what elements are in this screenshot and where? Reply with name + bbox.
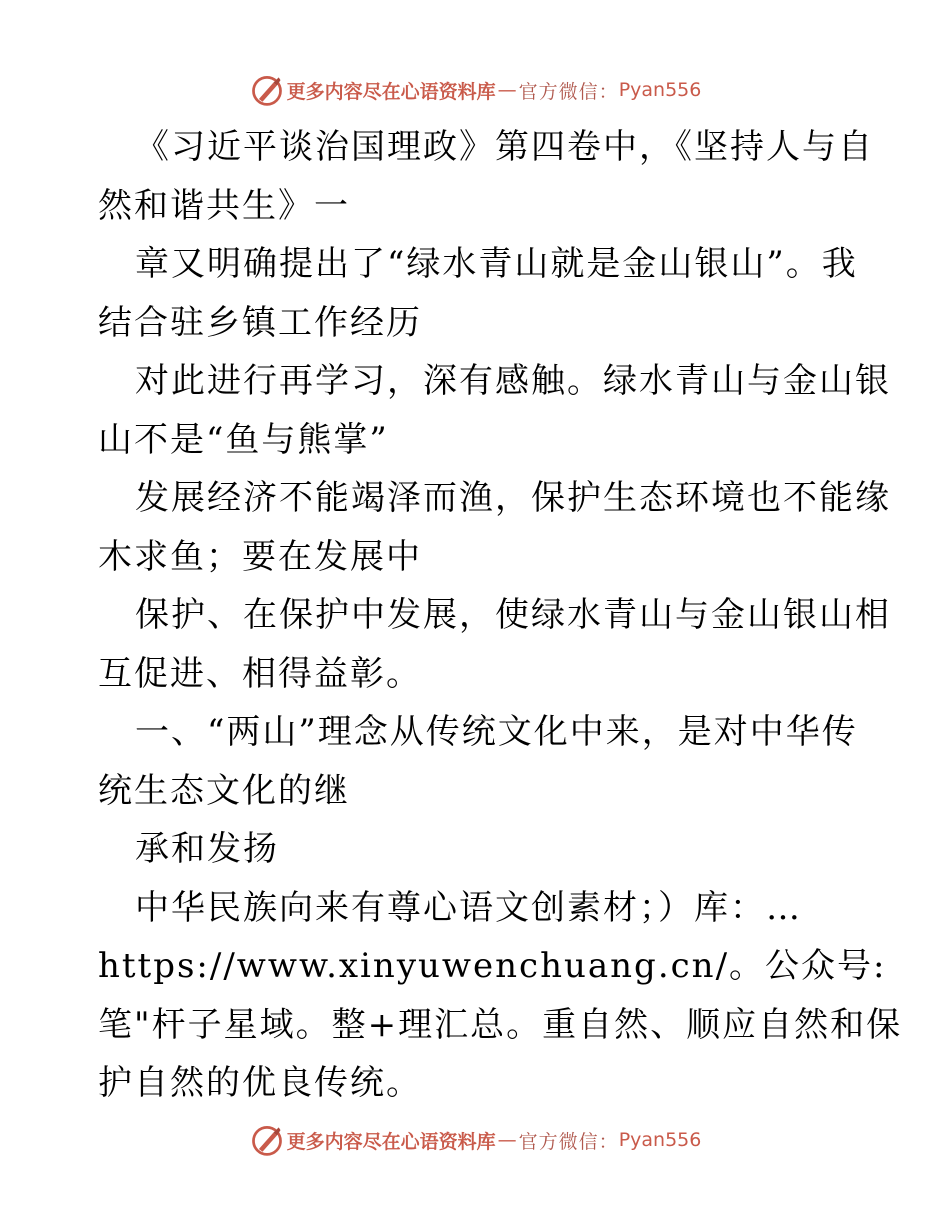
text-line: 山不是“鱼与熊掌”: [98, 419, 389, 460]
section-heading-line: 统生态文化的继: [98, 770, 350, 811]
banner-wechat-id: Pyan556: [618, 1129, 702, 1151]
banner-wechat-label: 官方微信：: [518, 1130, 619, 1153]
text-line: 保护、在保护中发展，使绿水青山与金山银山相: [135, 595, 891, 635]
banner-wechat-id: Pyan556: [618, 79, 702, 101]
footer-banner: [0, 1120, 950, 1160]
text-line: 对此进行再学习，深有感触。绿水青山与金山银: [135, 361, 891, 401]
banner-separator: —: [497, 1129, 517, 1151]
text-line: 发展经济不能竭泽而渔，保护生态环境也不能缘: [135, 478, 891, 518]
text-line: 《习近平谈治国理政》第四卷中，《坚持人与自: [135, 127, 874, 167]
text-line: 互促进、相得益彰。: [98, 653, 422, 694]
banner-brand-text: 更多内容尽在心语资料库: [286, 80, 496, 103]
document-body: [98, 118, 903, 1113]
header-banner: [0, 70, 950, 110]
banner-brand-text: 更多内容尽在心语资料库: [286, 1130, 496, 1153]
pen-logo-icon: [249, 1122, 285, 1158]
section-heading-line: 一、“两山”理念从传统文化中来，是对中华传: [135, 712, 858, 752]
pen-logo-icon: [249, 72, 285, 108]
banner-wechat-label: 官方微信：: [518, 80, 619, 103]
text-line: 中华民族向来有尊心语文创素材；）库：…: [135, 887, 802, 928]
text-line: 木求鱼；要在发展中: [98, 536, 422, 577]
text-line: 护自然的优良传统。: [98, 1063, 422, 1103]
text-line: 笔"杆子星域。整+理汇总。重自然、顺应自然和保: [98, 1004, 903, 1045]
text-line: 结合驻乡镇工作经历: [98, 302, 422, 343]
text-line: 章又明确提出了“绿水青山就是金山银山”。我: [135, 244, 858, 284]
banner-separator: —: [497, 79, 517, 101]
text-line: 然和谐共生》一: [98, 185, 350, 226]
url-line: https://www.xinyuwenchuang.cn/。公众号:: [98, 946, 887, 986]
section-heading-line: 承和发扬: [135, 829, 279, 869]
